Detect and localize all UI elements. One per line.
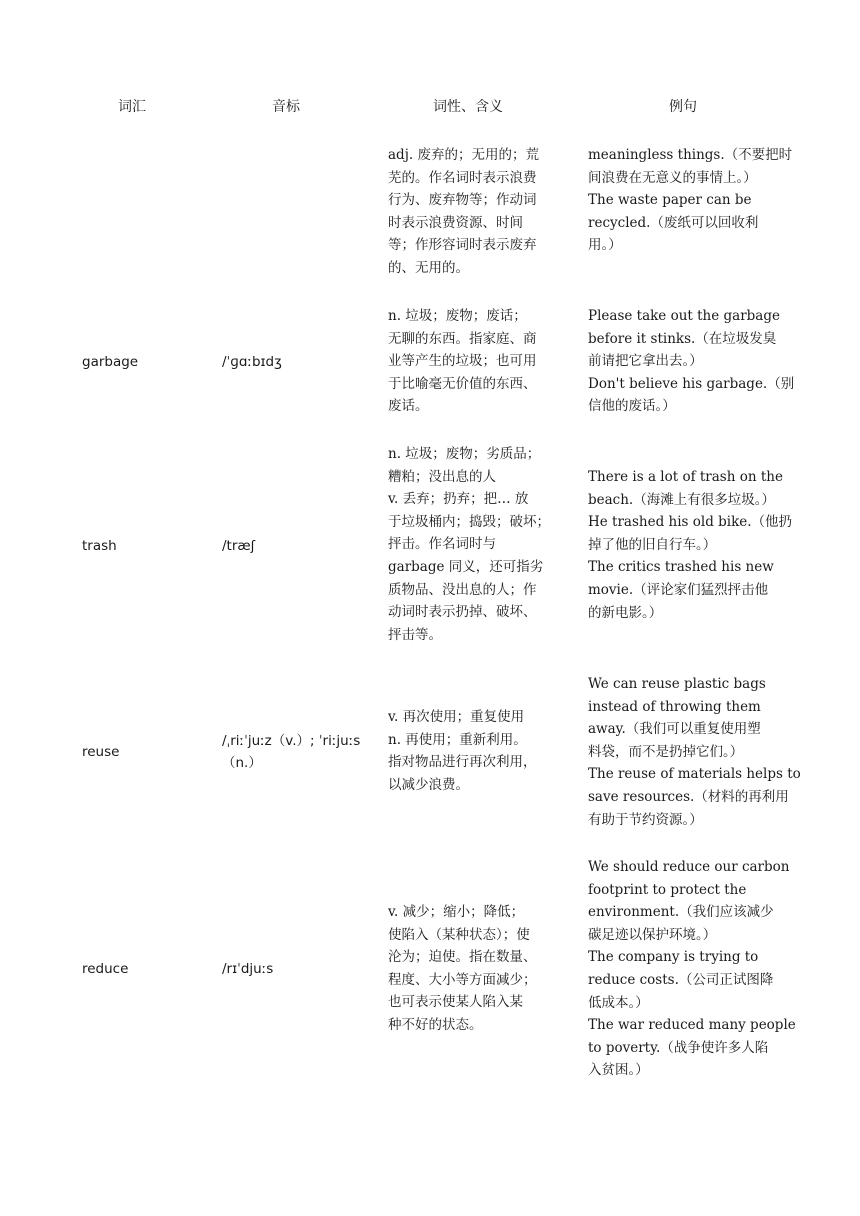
row-reuse-pos-meaning: v. 再次使用；重复使用 n. 再使用；重新利用。 指对物品进行再次利用， 以减少浪费。 — [388, 709, 537, 793]
row-trash-pos-meaning: n. 垃圾；废物；劣质品； 糟粕；没出息的人 v. 丢弃；扔弃；把… 放 于垃圾桶内；捣毁；破坏； 抨击。作名词时与 garbage 同义，还可指劣 质物品、没出息的人；作 动词时表示扔掉、破坏、 抨击等。 — [388, 446, 550, 643]
row-0-examples: meaningless things.（不要把时 间浪费在无意义的事情上。） The waste paper can be recycled.（废纸可以回收利 用。） — [588, 147, 793, 254]
header-phonetic: 音标 — [272, 99, 300, 115]
row-reuse-word: reuse — [82, 744, 120, 760]
row-reuse-phonetic: /ˌriːˈjuːz（v.）; ˈriːjuːs （n.） — [222, 733, 361, 771]
header-pos-meaning: 词性、含义 — [433, 99, 503, 115]
row-reduce-pos-meaning: v. 减少；缩小；降低； 使陷入（某种状态）；使 沦为；迫使。指在数量、 程度、大小等方面减少； 也可表示使某人陷入某 种不好的状态。 — [388, 904, 537, 1033]
row-trash-phonetic: /træʃ — [222, 538, 256, 554]
row-garbage-examples: Please take out the garbage before it stinks.（在垃圾发臭 前请把它拿出去。） Don't believe his garbage.（别 信他的废话。） — [588, 308, 795, 415]
row-reduce-phonetic: /rɪˈdjuːs — [222, 961, 274, 977]
row-reduce-word: reduce — [82, 961, 129, 977]
row-garbage-word: garbage — [82, 354, 139, 370]
row-garbage-pos-meaning: n. 垃圾；废物；废话； 无聊的东西。指家庭、商 业等产生的垃圾；也可用 于比喻毫无价值的东西、 废话。 — [388, 308, 537, 415]
header-word: 词汇 — [118, 99, 146, 115]
row-reuse-examples: We can reuse plastic bags instead of throwing them away.（我们可以重复使用塑 料袋，而不是扔掉它们。） The reuse of materials helps to save resources.（材料的再利用 有助于节约资源。） — [588, 676, 801, 828]
row-trash-word: trash — [82, 538, 117, 554]
header-examples: 例句 — [669, 99, 697, 115]
table-header — [0, 96, 860, 118]
row-garbage-phonetic: /ˈɡɑːbɪdʒ — [222, 354, 282, 370]
row-reduce-examples: We should reduce our carbon footprint to protect the environment.（我们应该减少 碳足迹以保护环境。） The company is trying to reduce costs.（公司正试图降 低成本。） The war reduced many people to poverty.（战争使许多人陷 入贫困。） — [588, 859, 796, 1079]
row-0-pos-meaning: adj. 废弃的；无用的；荒 芜的。作名词时表示浪费 行为、废弃物等；作动词 时表示浪费资源、时间 等；作形容词时表示废弃 的、无用的。 — [388, 147, 539, 276]
row-trash-examples: There is a lot of trash on the beach.（海滩上有很多垃圾。） He trashed his old bike.（他扔 掉了他的旧自行车。） The critics trashed his new movie.（评论家们猛烈抨击他 的新电影。） — [588, 469, 793, 621]
